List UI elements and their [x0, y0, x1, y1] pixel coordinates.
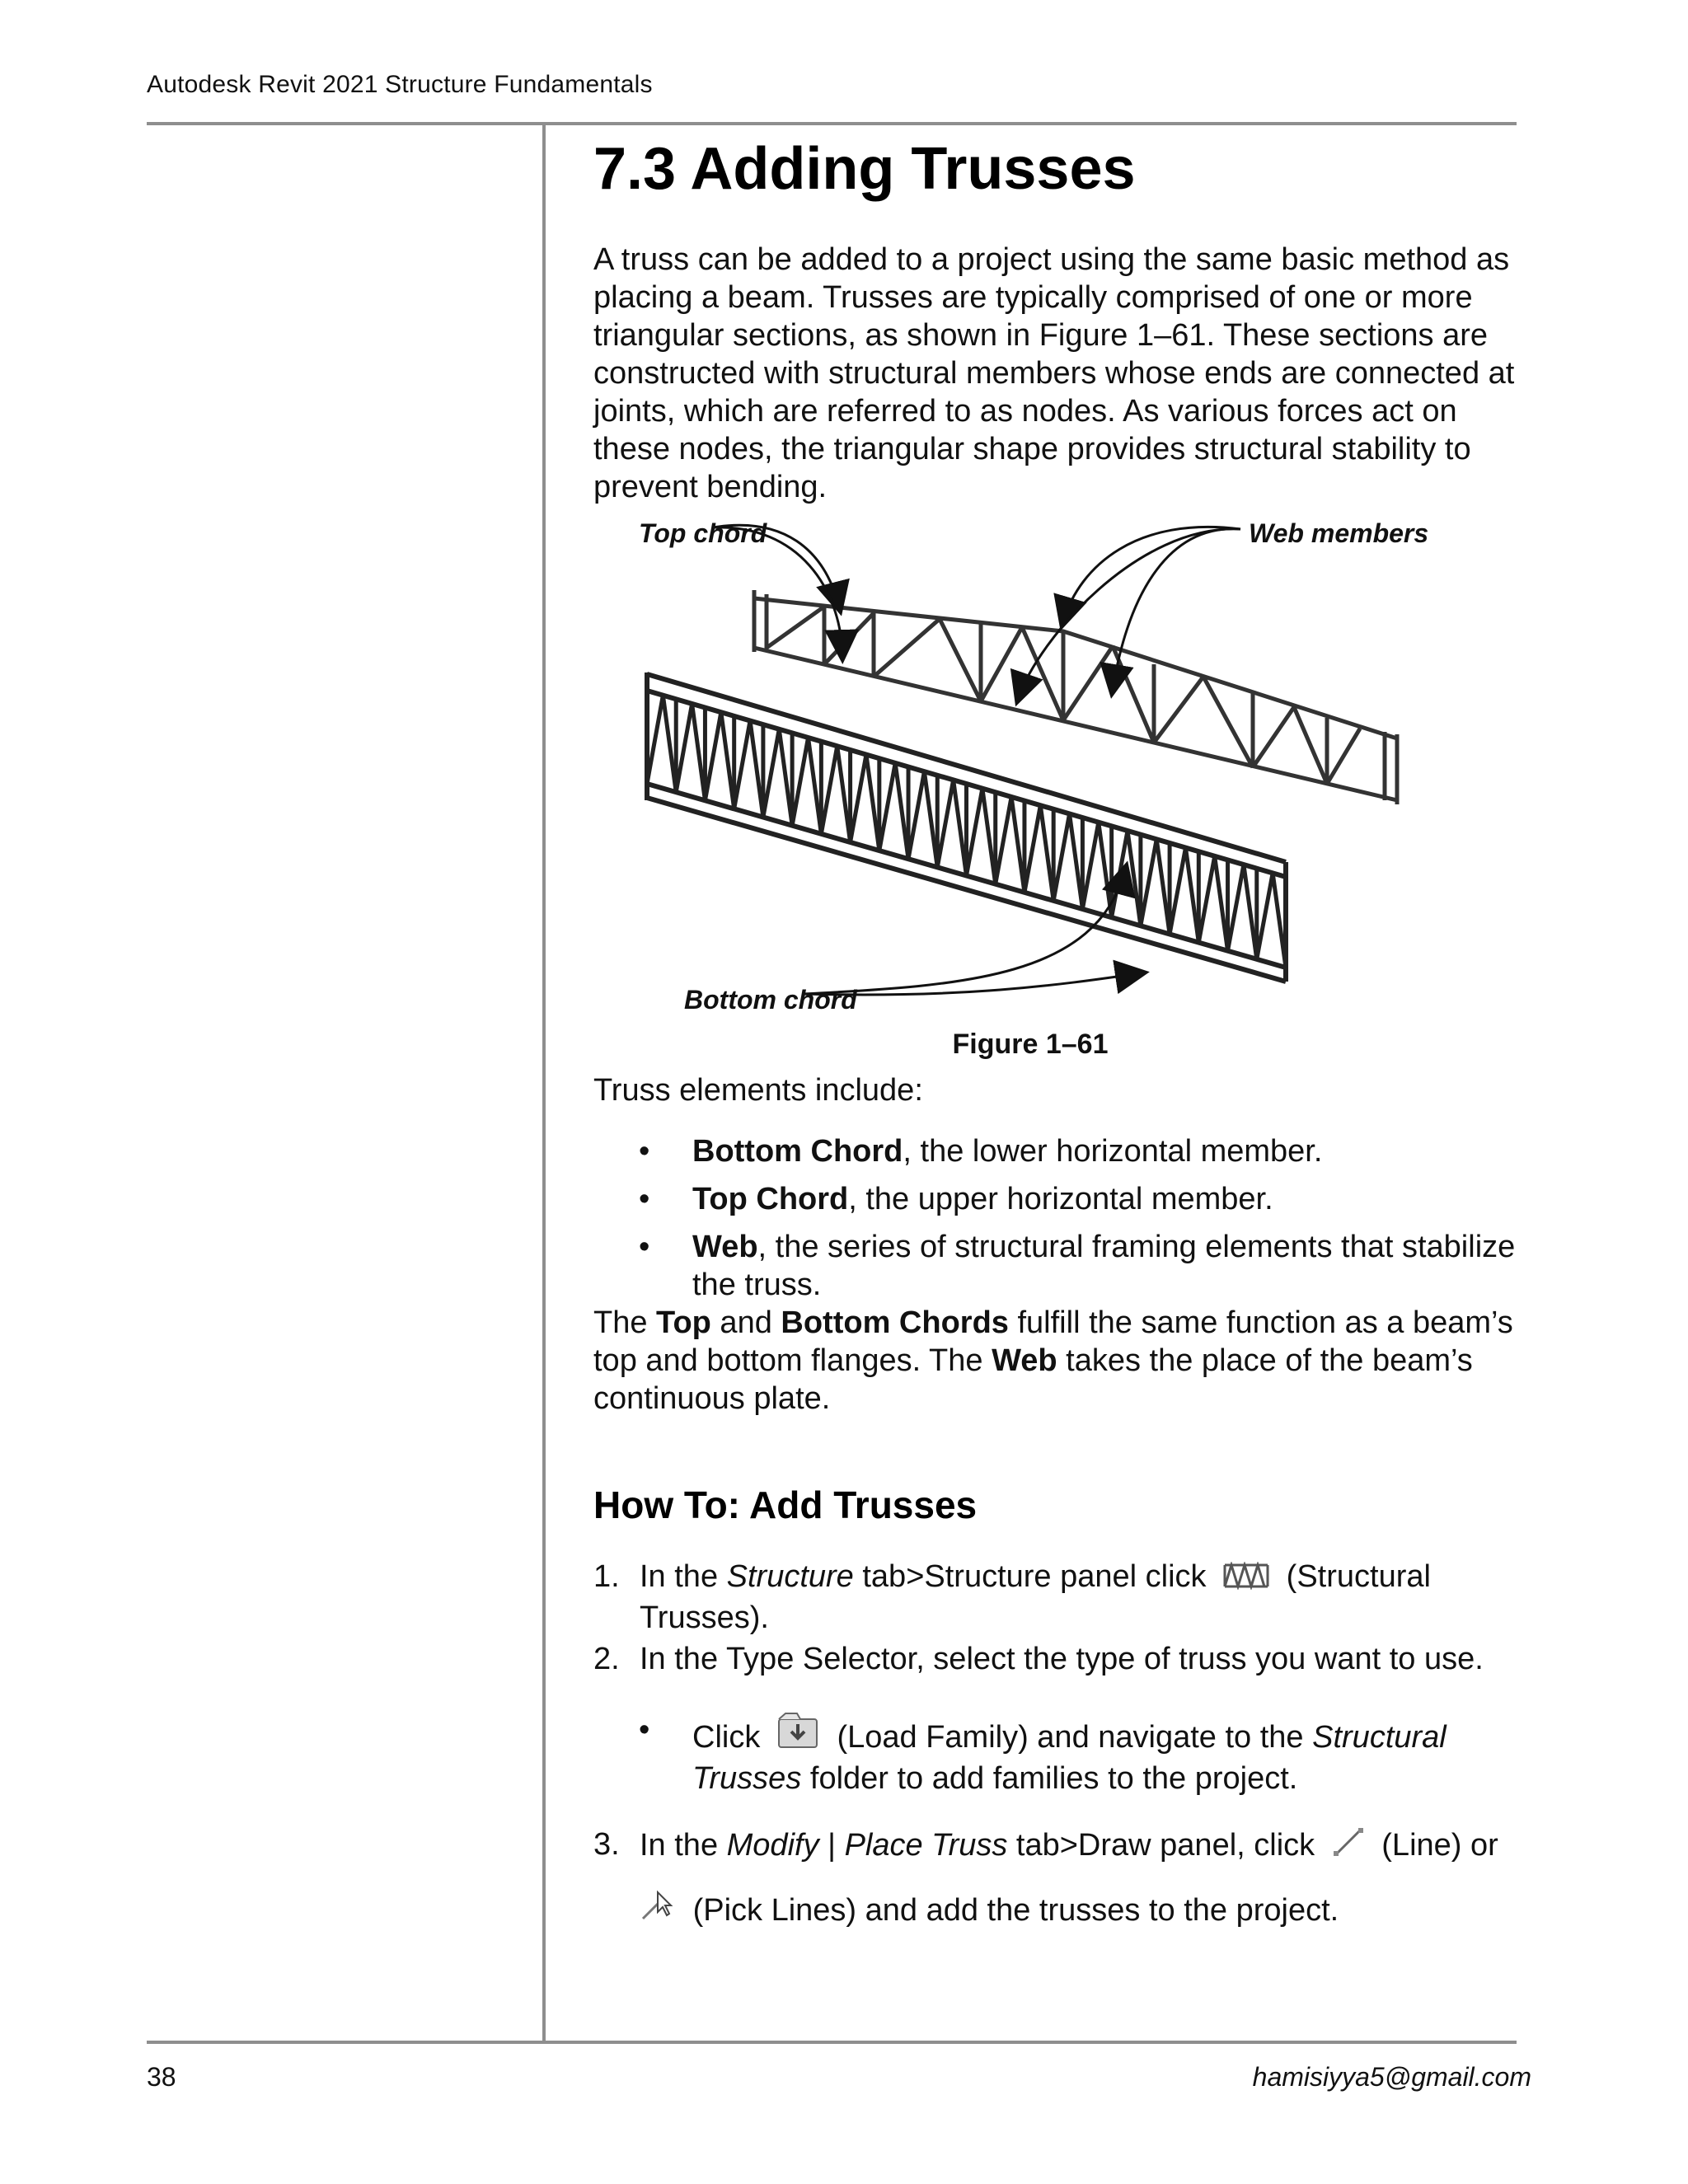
chords-note: [593, 1304, 1525, 1418]
web-member: [1112, 826, 1141, 926]
truss-figure: [593, 516, 1508, 1027]
note-bold: Web: [992, 1343, 1057, 1378]
howto-steps: [593, 1558, 1525, 1678]
step-italic: Structure: [726, 1559, 854, 1594]
step-number: 2.: [593, 1642, 620, 1676]
web-member: [908, 766, 937, 867]
note-bold: Top: [656, 1305, 711, 1340]
web-member: [996, 792, 1025, 893]
web-member: [705, 708, 734, 809]
figure-caption: Figure 1–61: [952, 1029, 1109, 1060]
web-member: [1082, 818, 1111, 917]
main-content: [593, 132, 1525, 1933]
step-italic: Place Truss: [844, 1828, 1008, 1863]
list-item: [593, 1132, 1525, 1170]
item-desc: , the upper horizontal member.: [848, 1182, 1273, 1216]
elements-lead: Truss elements include:: [593, 1073, 923, 1108]
footer-email: hamisiyya5@gmail.com: [1252, 2062, 1531, 2092]
bullet: •: [639, 1182, 650, 1216]
running-header: Autodesk Revit 2021 Structure Fundamentals: [147, 71, 653, 98]
step-1: [593, 1558, 1525, 1637]
step-italic: Modify: [726, 1828, 819, 1863]
web-member: [763, 724, 792, 826]
tip-italic: Structural Trusses: [692, 1720, 1447, 1796]
item-term: Web: [692, 1230, 758, 1264]
pick-lines-icon: [640, 1887, 676, 1933]
bullet: •: [639, 1713, 650, 1747]
line-icon: [1332, 1825, 1365, 1868]
step-text: In the Type Selector, select the type of truss you want to use.: [640, 1642, 1484, 1676]
web-member: [676, 699, 705, 800]
intro-paragraph: A truss can be added to a project using the same basic method as placing a beam. Trusses are typically comprised of one or more triangular sections, as shown in Figure 1–61. These sections are constructed with structural members whose ends are connected at joints, which are referred to as nodes. As various forces act on these nodes, the triangular shape provides structural stability to prevent bending.: [593, 242, 1515, 504]
web-member: [1170, 843, 1198, 943]
web-member: [734, 716, 763, 818]
note-bold: Bottom Chords: [781, 1305, 1009, 1340]
note-text: takes the place of the beam’s continuous plate.: [593, 1343, 1473, 1416]
bullet: •: [639, 1230, 650, 1264]
label-bottom-chord: Bottom chord: [684, 985, 857, 1015]
step-text: |: [818, 1828, 845, 1863]
web-member: [821, 742, 850, 842]
step-text: In the: [640, 1559, 727, 1594]
web-member: [792, 733, 821, 833]
label-top-chord: Top chord: [639, 518, 767, 548]
web-member: [1141, 835, 1170, 935]
list-item: [593, 1228, 1525, 1304]
note-text: The: [593, 1305, 657, 1340]
label-web-members: Web members: [1249, 518, 1429, 548]
step-number: 3.: [593, 1827, 620, 1862]
truss-elements-list: [593, 1132, 1525, 1304]
web-member: [1198, 851, 1227, 951]
structural-truss-icon: [1223, 1561, 1269, 1599]
step-text: (Pick Lines) and add the trusses to the project.: [692, 1893, 1339, 1928]
tip-text: (Load Family) and navigate to the: [837, 1720, 1313, 1755]
section-title: 7.3 Adding Trusses: [593, 136, 1136, 202]
step-3: [593, 1825, 1525, 1868]
note-text: fulfill the same function as a beam’s top and bottom flanges. The: [593, 1305, 1513, 1378]
load-family-tip: [593, 1711, 1525, 1797]
step-text: tab>Structure panel click: [853, 1559, 1207, 1594]
step-text: (Structural Trusses).: [640, 1559, 1431, 1635]
item-desc: , the lower horizontal member.: [903, 1134, 1323, 1169]
front-web-members: [647, 691, 1286, 968]
web-member: [1053, 809, 1082, 909]
truss-illustration: [593, 516, 1508, 1027]
web-member: [1257, 869, 1286, 968]
step-2: [593, 1640, 1525, 1678]
web-member: [647, 691, 676, 792]
item-desc: , the series of structural framing elements that stabilize the truss.: [692, 1230, 1516, 1302]
page-number: 38: [147, 2062, 176, 2092]
item-term: Bottom Chord: [692, 1134, 903, 1169]
step-text: (Line) or: [1381, 1828, 1498, 1863]
pick-lines-line: [593, 1887, 1525, 1933]
tip-text: folder to add families to the project.: [801, 1761, 1298, 1796]
item-term: Top Chord: [692, 1182, 849, 1216]
load-family-icon: [777, 1711, 820, 1760]
step-text: tab>Draw panel, click: [1007, 1828, 1315, 1863]
web-member: [937, 776, 966, 876]
web-member: [967, 784, 996, 884]
list-item: [593, 1180, 1525, 1218]
margin-rule: [542, 124, 546, 2042]
tip-text: Click: [692, 1720, 761, 1755]
web-member: [1025, 801, 1053, 901]
step-text: In the: [640, 1828, 727, 1863]
note-text: and: [710, 1305, 781, 1340]
howto-steps-cont: [593, 1825, 1525, 1868]
web-member: [851, 750, 879, 851]
web-member: [1228, 860, 1257, 958]
web-member: [879, 758, 908, 859]
bullet: •: [639, 1134, 650, 1169]
footer-rule: [147, 2041, 1517, 2044]
howto-title: How To: Add Trusses: [593, 1483, 978, 1526]
header-rule: [147, 122, 1517, 125]
step-number: 1.: [593, 1559, 620, 1594]
